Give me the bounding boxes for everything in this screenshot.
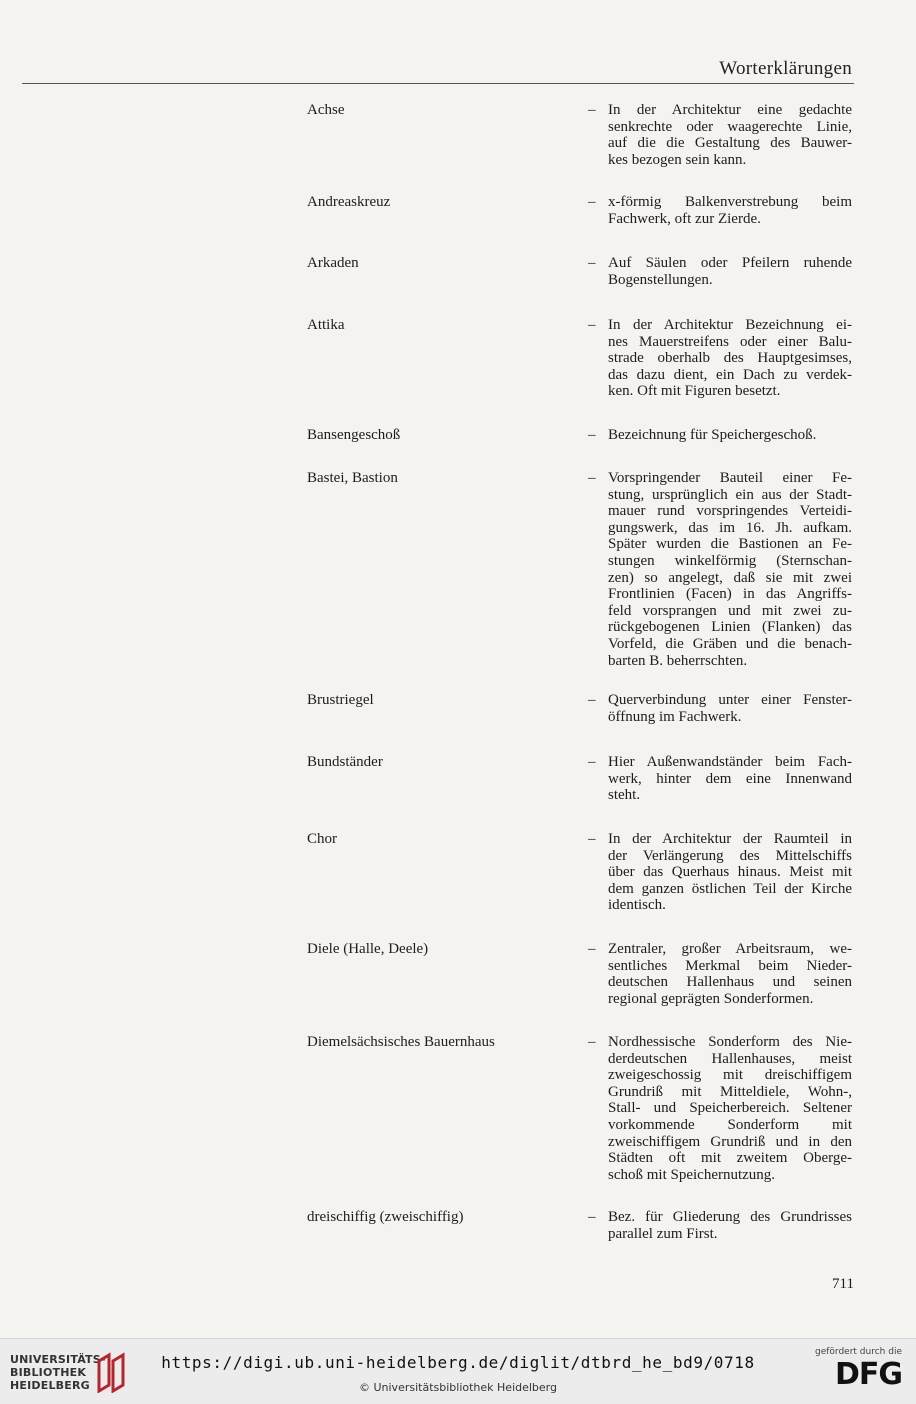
definition-line: mauer rund vorspringendes Verteidi-: [608, 503, 852, 520]
definition-line: Nordhessische Sonderform des Nie-: [608, 1034, 852, 1050]
definition-line: Stall- und Speicherbereich. Seltener: [608, 1100, 852, 1117]
definition-line: Bez. für Gliederung des Grundrisses: [608, 1209, 852, 1225]
definition-line: werk, hinter dem eine Innenwand: [608, 770, 852, 787]
definition-line: auf die die Gestaltung des Bauwer-: [608, 135, 852, 152]
definition-line: zen) so angelegt, daß sie mit zwei: [608, 569, 852, 586]
dfg-note: gefördert durch die: [815, 1347, 902, 1357]
glossary-definition: [608, 941, 852, 1007]
definition-line: ken. Oft mit Figuren besetzt.: [608, 383, 781, 400]
definition-line: Vorfeld, die Gräben und die benach-: [608, 635, 852, 652]
copyright-notice: © Universitätsbibliothek Heidelberg: [358, 1381, 557, 1394]
definition-line: Frontlinien (Facen) in das Angriffs-: [608, 586, 852, 603]
dfg-logo-text: DFG: [834, 1357, 902, 1392]
glossary-definition: [608, 692, 852, 725]
definition-dash: –: [588, 255, 596, 271]
library-name-line: UNIVERSITÄTS-: [10, 1353, 106, 1366]
header-rule: [22, 83, 854, 84]
definition-line: feld vorsprangen und mit zwei zu-: [608, 602, 852, 619]
definition-line: Auf Säulen oder Pfeilern ruhende: [608, 255, 852, 271]
dfg-logo[interactable]: [812, 1347, 902, 1397]
definition-line: identisch.: [608, 897, 666, 914]
library-name-line: HEIDELBERG: [10, 1379, 90, 1392]
library-name-line: BIBLIOTHEK: [10, 1366, 87, 1379]
glossary-definition: [608, 1034, 852, 1183]
definition-line: In der Architektur eine gedachte: [608, 102, 852, 118]
definition-dash: –: [588, 941, 596, 957]
glossary-term: Diele (Halle, Deele): [307, 941, 429, 957]
glossary-definition: [608, 831, 852, 914]
definition-line: stungen winkelförmig (Sternschan-: [608, 552, 852, 569]
glossary-definition: [608, 1209, 852, 1242]
definition-line: zweischiffigem Grundriß und in den: [608, 1133, 852, 1150]
definition-line: barten B. beherrschten.: [608, 652, 748, 669]
definition-line: Grundriß mit Mitteldiele, Wohn-,: [608, 1083, 852, 1100]
glossary-definition: [608, 194, 852, 227]
definition-dash: –: [588, 754, 596, 770]
viewer-footer: [0, 1338, 916, 1404]
definition-dash: –: [588, 831, 596, 847]
definition-dash: –: [588, 1209, 596, 1225]
page-header-title: Worterklärungen: [719, 58, 852, 79]
glossary-definition: [608, 427, 852, 444]
definition-line: Bezeichnung für Speichergeschoß.: [608, 427, 817, 443]
definition-line: rückgebogenen Linien (Flanken) das: [608, 619, 852, 636]
definition-line: schoß mit Speichernutzung.: [608, 1166, 776, 1183]
definition-line: der Verlängerung des Mittelschiffs: [608, 847, 852, 864]
definition-line: Hier Außenwandständer beim Fach-: [608, 754, 852, 770]
definition-line: gungswerk, das im 16. Jh. aufkam.: [608, 519, 852, 536]
glossary-term: Achse: [307, 102, 345, 118]
glossary-term: Bundständer: [307, 754, 383, 770]
definition-line: x-förmig Balkenverstrebung beim: [608, 194, 852, 210]
definition-line: Städten oft mit zweitem Oberge-: [608, 1150, 852, 1167]
definition-line: In der Architektur der Raumteil in: [608, 831, 852, 847]
definition-dash: –: [588, 427, 596, 443]
definition-line: derdeutschen Hallenhauses, meist: [608, 1050, 852, 1067]
glossary-term: Brustriegel: [307, 692, 374, 708]
definition-line: Später wurden die Bastionen an Fe-: [608, 536, 852, 553]
glossary-term: Arkaden: [307, 255, 359, 271]
definition-line: Querverbindung unter einer Fenster-: [608, 692, 852, 708]
definition-line: öffnung im Fachwerk.: [608, 708, 742, 725]
glossary-term: Chor: [307, 831, 337, 847]
definition-line: regional geprägten Sonderformen.: [608, 990, 814, 1007]
definition-line: strade oberhalb des Hauptgesimses,: [608, 350, 852, 367]
glossary-definition: [608, 102, 852, 168]
definition-dash: –: [588, 317, 596, 333]
definition-dash: –: [588, 1034, 596, 1050]
glossary-definition: [608, 470, 852, 669]
definition-line: sentliches Merkmal beim Nieder-: [608, 957, 852, 974]
glossary-definition: [608, 255, 852, 288]
definition-line: Zentraler, großer Arbeitsraum, we-: [608, 941, 852, 957]
glossary-definition: [608, 754, 852, 804]
glossary-term: Attika: [307, 317, 345, 333]
definition-dash: –: [588, 194, 596, 210]
glossary-term: Andreaskreuz: [307, 194, 391, 210]
definition-line: Fachwerk, oft zur Zierde.: [608, 210, 761, 227]
definition-line: vorkommende Sonderform mit: [608, 1116, 852, 1133]
definition-line: über das Querhaus hinaus. Meist mit: [608, 864, 852, 881]
definition-line: parallel zum First.: [608, 1225, 718, 1242]
glossary-term: Diemelsächsisches Bauernhaus: [307, 1034, 495, 1050]
glossary-term: dreischiffig (zweischiffig): [307, 1209, 464, 1225]
definition-line: In der Architektur Bezeichnung ei-: [608, 317, 852, 333]
definition-line: stung, ursprünglich ein aus der Stadt-: [608, 486, 852, 503]
definition-line: deutschen Hallenhaus und seinen: [608, 974, 852, 991]
glossary-definition: [608, 317, 852, 400]
glossary-term: Bastei, Bastion: [307, 470, 398, 486]
definition-line: das dazu dient, ein Dach zu verdek-: [608, 366, 852, 383]
definition-line: Bogenstellungen.: [608, 271, 713, 288]
definition-line: nes Mauerstreifens oder einer Balu-: [608, 333, 852, 350]
definition-line: Vorspringender Bauteil einer Fe-: [608, 470, 852, 486]
definition-line: zweigeschossig mit dreischiffigem: [608, 1067, 852, 1084]
definition-dash: –: [588, 102, 596, 118]
definition-line: kes bezogen sein kann.: [608, 151, 747, 168]
definition-dash: –: [588, 470, 596, 486]
definition-dash: –: [588, 692, 596, 708]
definition-line: steht.: [608, 787, 641, 804]
glossary-term: Bansengeschoß: [307, 427, 401, 443]
definition-line: senkrechte oder waagerechte Linie,: [608, 118, 852, 135]
page-number: 711: [832, 1276, 854, 1292]
document-url-link[interactable]: https://digi.ub.uni-heidelberg.de/diglit/dtbrd_he_bd9/0718: [161, 1353, 755, 1372]
definition-line: dem ganzen östlichen Teil der Kirche: [608, 880, 852, 897]
